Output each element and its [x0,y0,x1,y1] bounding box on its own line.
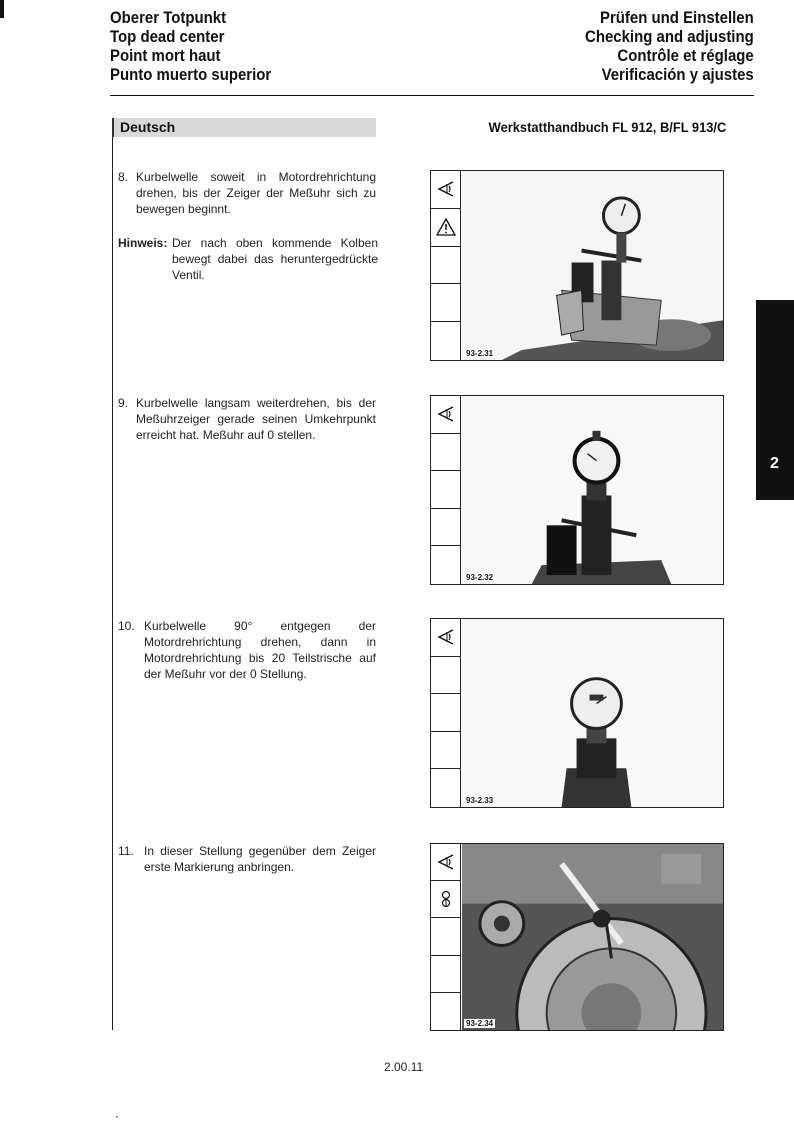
figure-label: 93-2.32 [466,573,494,582]
step-10 [118,618,376,682]
title-fr: Point mort haut [110,46,221,65]
title-de: Oberer Totpunkt [110,8,227,27]
look-icon [435,626,457,648]
title-es: Punto muerto superior [110,65,272,84]
section-tab-number: 2 [770,455,779,472]
step-number: 8. [118,170,129,184]
section-es: Verificación y ajustes [601,65,754,84]
step-number: 11. [118,844,134,858]
marking-icon [435,888,457,910]
figure-icon-column [431,171,461,360]
section-fr: Contrôle et réglage [617,46,754,65]
figure-93-2-33 [430,618,724,808]
warning-icon [435,216,457,238]
figure-icon-column [431,619,461,807]
step-11 [118,843,376,875]
corner-mark [0,0,4,18]
figure-93-2-32 [430,395,724,585]
note-text: Der nach oben kommende Kolben bewegt dabei das heruntergedrückte Ventil. [172,236,378,282]
figure-label: 93-2.33 [466,796,494,805]
figure-label: 93-2.31 [466,349,494,358]
note-label: Hinweis: [118,236,168,250]
header-divider [110,95,754,96]
figure-93-2-34 [430,843,724,1031]
section-en: Checking and adjusting [585,27,754,46]
language-label: Deutsch [120,119,176,135]
page-number: 2.00.11 [384,1060,424,1074]
header-right-titles [585,8,754,84]
look-icon [435,851,457,873]
section-de: Prüfen und Einstellen [600,8,754,27]
left-margin-rule [112,137,113,1030]
step-text: Kurbelwelle langsam weiterdrehen, bis der Meßuhrzeiger gerade seinen Umkehrpunkt erreicht hat. Meßuhr auf 0 stellen. [136,396,376,442]
step-text: Kurbelwelle soweit in Motordrehrichtung drehen, bis der Zeiger der Meßuhr sich zu bewegen beginnt. [136,170,376,216]
language-bar [112,118,376,137]
look-icon [435,178,457,200]
header-left-titles [110,8,271,84]
crankshaft-pulley-photo [462,844,723,1030]
step-9 [118,395,376,443]
dial-gauge-photo [462,396,723,584]
dial-gauge-photo [462,619,723,807]
step-number: 9. [118,396,129,410]
figure-icon-column [431,396,461,584]
step-8 [118,169,376,217]
note [118,235,378,283]
scan-artifact [116,1116,118,1118]
dial-gauge-photo [462,171,723,360]
step-text: Kurbelwelle 90° entgegen der Motordrehrichtung drehen, dann in Motordrehrichtung bis 20 Teilstrische auf der Meßuhr vor der 0 Stellung. [144,619,376,681]
manual-title: Werkstatthandbuch FL 912, B/FL 913/C [488,119,726,135]
step-number: 10. [118,619,135,633]
look-icon [435,403,457,425]
figure-icon-column [431,844,461,1030]
figure-label: 93-2.34 [466,1019,494,1028]
step-text: In dieser Stellung gegenüber dem Zeiger erste Markierung anbringen. [144,844,376,874]
figure-93-2-31 [430,170,724,361]
title-en: Top dead center [110,27,225,46]
